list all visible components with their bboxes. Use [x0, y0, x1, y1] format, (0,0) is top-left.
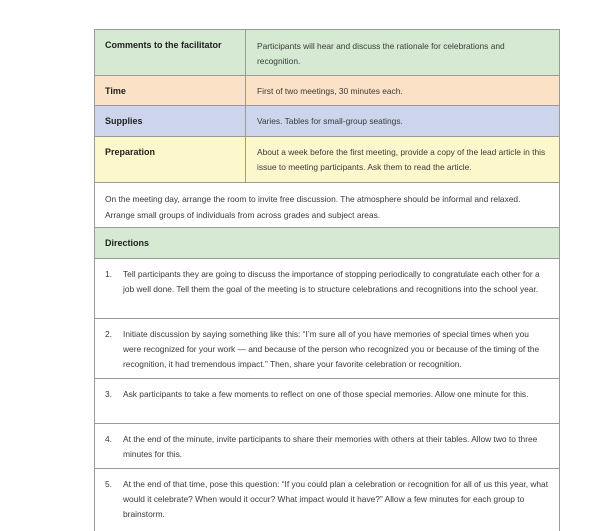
preparation-row: [95, 137, 559, 183]
supplies-row: [95, 106, 559, 137]
supplies-value: Varies. Tables for small-group seatings.: [257, 116, 403, 126]
time-value: First of two meetings, 30 minutes each.: [257, 86, 403, 96]
step-number: 5.: [105, 479, 112, 489]
comments-label: Comments to the facilitator: [95, 30, 246, 75]
time-row: [95, 76, 559, 106]
direction-step: [95, 469, 559, 531]
preparation-label: Preparation: [95, 137, 246, 182]
step-text: Ask participants to take a few moments to reflect on one of those special memories. Allow one minute for this.: [123, 389, 529, 399]
direction-step: [95, 424, 559, 469]
step-text: Initiate discussion by saying something like this: “I’m sure all of you have memories of special times when you were recognized for your work — and because of the person who recognized you or because of the timing of the recognition, it had tremendous impact.” Then, share your favorite celebration or recognition.: [123, 329, 540, 369]
step-number: 1.: [105, 269, 112, 279]
supplies-label: Supplies: [95, 106, 246, 136]
direction-step: [95, 379, 559, 424]
intro-paragraph: On the meeting day, arrange the room to invite free discussion. The atmosphere should be informal and relaxed. Arrange small groups of individuals from across grades and subject areas.: [95, 183, 559, 228]
step-text: At the end of that time, pose this question: “If you could plan a celebration or recognition for all of us this year, what would it celebrate? When would it occur? What impact would it have?” Allow a few minutes for each group to brainstorm.: [123, 479, 549, 519]
directions-heading: Directions: [95, 228, 559, 259]
time-label: Time: [95, 76, 246, 105]
facilitator-guide-table: [94, 29, 560, 531]
direction-step: [95, 319, 559, 379]
comments-row: [95, 30, 559, 76]
step-text: Tell participants they are going to discuss the importance of stopping periodically to congratulate each other for a job well done. Tell them the goal of the meeting is to structure celebrations and recognitions into the school year.: [123, 269, 540, 294]
step-number: 2.: [105, 329, 112, 339]
preparation-value: About a week before the first meeting, provide a copy of the lead article in this issue to meeting participants. Ask them to read the article.: [257, 147, 546, 172]
comments-value: Participants will hear and discuss the rationale for celebrations and recognition.: [257, 41, 505, 66]
direction-step: [95, 259, 559, 319]
step-number: 4.: [105, 434, 112, 444]
step-text: At the end of the minute, invite participants to share their memories with others at their tables. Allow two to three minutes for this.: [123, 434, 538, 459]
step-number: 3.: [105, 389, 112, 399]
